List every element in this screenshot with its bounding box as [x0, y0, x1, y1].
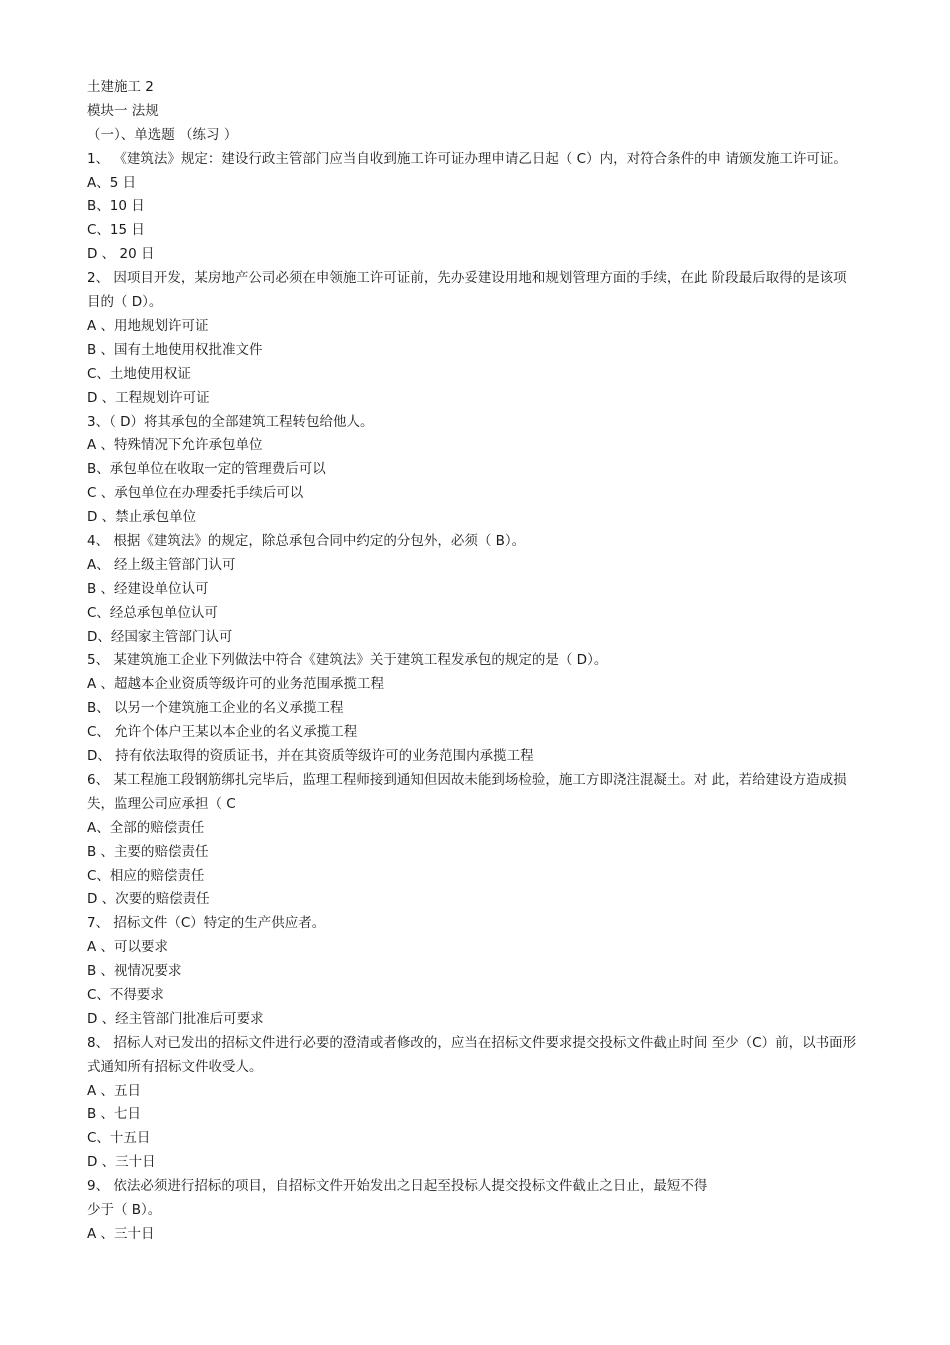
- option-c: C、相应的赔偿责任: [87, 867, 205, 884]
- option-c: C、不得要求: [87, 986, 164, 1003]
- option-d: D、 持有依法取得的资质证书，并在其资质等级许可的业务范围内承揽工程: [87, 748, 534, 765]
- option-c: C、土地使用权证: [87, 365, 191, 382]
- question-stem: 3、（ D）将其承包的全部建筑工程转包给他人。: [87, 413, 374, 430]
- option-d: D 、次要的赔偿责任: [87, 891, 210, 908]
- option-b: B 、七日: [87, 1106, 142, 1123]
- option-d: D 、三十日: [87, 1154, 156, 1171]
- option-a: A、5 日: [87, 174, 137, 191]
- option-a: A 、特殊情况下允许承包单位: [87, 437, 263, 454]
- question-2: [87, 267, 857, 410]
- option-d: D 、工程规划许可证: [87, 389, 210, 406]
- question-stem: 6、 某工程施工段钢筋绑扎完毕后，监理工程师接到通知但因故未能到场检验，施工方即浇注混凝土。对 此，若给建设方造成损失，监理公司应承担（ C: [87, 771, 847, 812]
- option-c: C、十五日: [87, 1130, 151, 1147]
- option-b: B 、视情况要求: [87, 963, 182, 980]
- question-stem: 5、 某建筑施工企业下列做法中符合《建筑法》关于建筑工程发承包的规定的是（ D）。: [87, 652, 608, 669]
- option-b: B 、主要的赔偿责任: [87, 843, 209, 860]
- option-b: B 、经建设单位认可: [87, 580, 209, 597]
- question-list: [87, 148, 857, 1175]
- question-9: [87, 1175, 857, 1247]
- question-4: [87, 530, 857, 649]
- option-d: D 、禁止承包单位: [87, 509, 197, 526]
- question-7: [87, 912, 857, 1031]
- option-a: A 、可以要求: [87, 939, 169, 956]
- option-c: C、15 日: [87, 222, 145, 239]
- option-a: A 、三十日: [87, 1225, 155, 1242]
- question-stem: 7、 招标文件（C）特定的生产供应者。: [87, 915, 326, 932]
- question-3: [87, 411, 857, 530]
- question-1: [87, 148, 857, 267]
- option-a: A、 经上级主管部门认可: [87, 556, 236, 573]
- question-stem-continued: 少于（ B）。: [87, 1202, 162, 1219]
- question-stem: 2、 因项目开发，某房地产公司必须在申领施工许可证前，先办妥建设用地和规划管理方面的手续，在此 阶段最后取得的是该项目的（ D）。: [87, 270, 847, 311]
- question-6: [87, 769, 857, 912]
- option-a: A 、用地规划许可证: [87, 317, 209, 334]
- option-c: C、经总承包单位认可: [87, 604, 218, 621]
- option-b: B、10 日: [87, 198, 145, 215]
- question-stem: 4、 根据《建筑法》的规定，除总承包合同中约定的分包外，必须（ B）。: [87, 532, 526, 549]
- option-b: B 、国有土地使用权批准文件: [87, 341, 263, 358]
- option-c: C 、承包单位在办理委托手续后可以: [87, 485, 304, 502]
- document-page: [87, 76, 857, 1247]
- question-stem: 8、 招标人对已发出的招标文件进行必要的澄清或者修改的，应当在招标文件要求提交投标文件截止时间 至少（C）前，以书面形式通知所有招标文件收受人。: [87, 1034, 857, 1075]
- option-a: A、全部的赔偿责任: [87, 819, 205, 836]
- section-heading: （一）、单选题 （练习 ）: [87, 126, 238, 143]
- question-stem: 9、 依法必须进行招标的项目，自招标文件开始发出之日起至投标人提交投标文件截止之日止，最短不得: [87, 1178, 708, 1195]
- option-b: B、 以另一个建筑施工企业的名义承揽工程: [87, 700, 344, 717]
- option-d: D、经国家主管部门认可: [87, 628, 233, 645]
- question-8: [87, 1032, 857, 1175]
- question-5: [87, 649, 857, 768]
- doc-title: 土建施工 2: [87, 79, 154, 95]
- module-heading: 模块一 法规: [87, 102, 159, 119]
- question-stem: 1、 《建筑法》规定：建设行政主管部门应当自收到施工许可证办理申请乙日起（ C）内，对符合条件的申 请颁发施工许可证。: [87, 150, 847, 167]
- option-d: D 、经主管部门批准后可要求: [87, 1010, 264, 1027]
- option-d: D 、 20 日: [87, 246, 155, 263]
- option-c: C、 允许个体户王某以本企业的名义承揽工程: [87, 724, 358, 741]
- option-a: A 、超越本企业资质等级许可的业务范围承揽工程: [87, 676, 385, 693]
- option-a: A 、五日: [87, 1082, 142, 1099]
- option-b: B、承包单位在收取一定的管理费后可以: [87, 461, 326, 478]
